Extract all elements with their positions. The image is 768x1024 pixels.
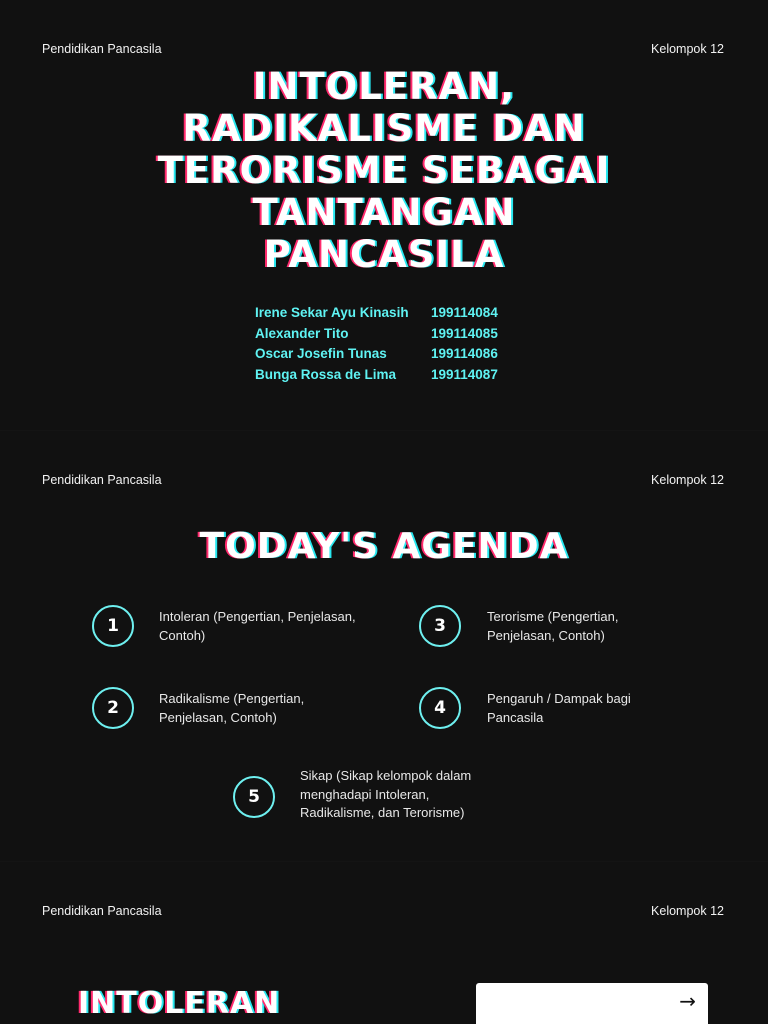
member-row xyxy=(255,365,498,386)
number-badge: 4 xyxy=(419,687,461,729)
main-title xyxy=(40,66,728,276)
member-name: Irene Sekar Ayu Kinasih xyxy=(255,305,409,320)
title-line: INTOLERAN, xyxy=(252,65,516,108)
title-line: RADIKALISME DAN xyxy=(182,107,586,150)
slide-title xyxy=(0,0,768,430)
member-row xyxy=(255,324,498,345)
member-id: 199114086 xyxy=(431,346,498,361)
member-name: Oscar Josefin Tunas xyxy=(255,346,387,361)
header-group: Kelompok 12 xyxy=(651,42,724,56)
member-name: Alexander Tito xyxy=(255,325,349,341)
arrow-right-icon: → xyxy=(679,989,696,1013)
member-id: 199114085 xyxy=(431,325,498,341)
section-title: INTOLERAN xyxy=(78,986,281,1021)
agenda-text: Pengaruh / Dampak bagi Pancasila xyxy=(487,691,631,725)
next-button[interactable] xyxy=(476,983,708,1024)
member-name: Bunga Rossa de Lima xyxy=(255,366,397,382)
slide-agenda xyxy=(0,431,768,861)
number-badge: 1 xyxy=(92,605,134,647)
header-group: Kelompok 12 xyxy=(651,473,724,487)
member-id: 199114084 xyxy=(431,305,498,320)
header-course: Pendidikan Pancasila xyxy=(42,473,162,487)
agenda-title: TODAY'S AGENDA xyxy=(199,526,569,567)
number-badge: 3 xyxy=(419,605,461,647)
header-course: Pendidikan Pancasila xyxy=(42,42,162,56)
member-id: 199114087 xyxy=(431,366,498,382)
agenda-text: Terorisme (Pengertian, Penjelasan, Contoh) xyxy=(487,609,619,643)
member-list xyxy=(255,303,498,385)
agenda-text: Intoleran (Pengertian, Penjelasan, Contoh) xyxy=(159,609,356,643)
agenda-text: Sikap (Sikap kelompok dalam menghadapi Intoleran, Radikalisme, dan Terorisme) xyxy=(300,768,472,820)
member-row xyxy=(255,344,498,365)
header-course: Pendidikan Pancasila xyxy=(42,904,162,918)
title-line: TERORISME SEBAGAI xyxy=(157,149,611,192)
title-line: TANTANGAN xyxy=(252,191,516,234)
member-row xyxy=(255,303,498,324)
title-line: PANCASILA xyxy=(263,233,505,276)
number-badge: 5 xyxy=(233,776,275,818)
header-group: Kelompok 12 xyxy=(651,904,724,918)
slide-intoleran xyxy=(0,862,768,1024)
agenda-text: Radikalisme (Pengertian, Penjelasan, Contoh) xyxy=(159,691,305,725)
number-badge: 2 xyxy=(92,687,134,729)
